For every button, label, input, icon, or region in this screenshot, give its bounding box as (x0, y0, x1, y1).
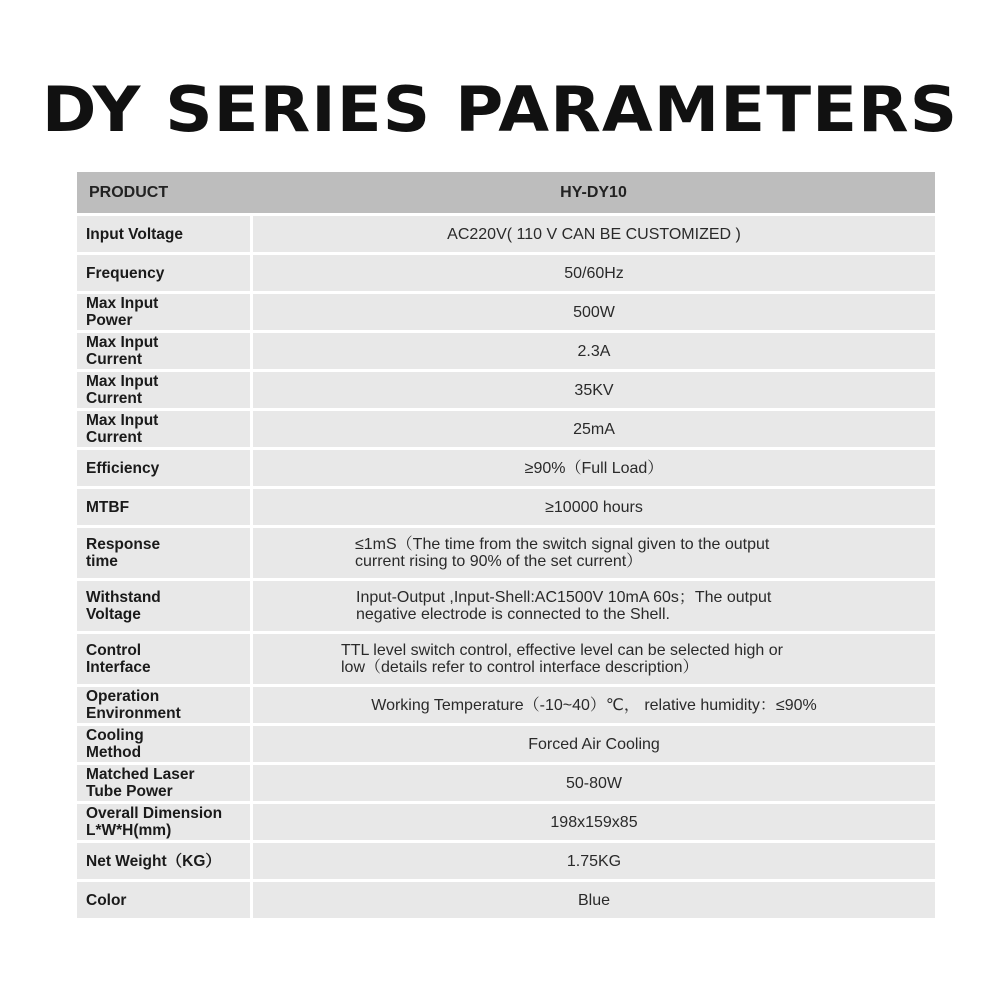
table-row (77, 411, 935, 447)
row-label: Input Voltage (77, 216, 250, 252)
table-row (77, 726, 935, 762)
table-row (77, 450, 935, 486)
row-label: Withstand Voltage (77, 581, 250, 631)
row-value: ≤1mS（The time from the switch signal given to the output current rising to 90% of the set current） (253, 528, 935, 578)
row-value: 500W (253, 294, 935, 330)
header-value: HY-DY10 (560, 183, 627, 201)
row-value: TTL level switch control, effective level can be selected high or low（details refer to control interface description） (253, 634, 935, 684)
row-value: 50-80W (253, 765, 935, 801)
row-value: 2.3A (253, 333, 935, 369)
row-value: 50/60Hz (253, 255, 935, 291)
row-value: Blue (253, 882, 935, 918)
table-header (77, 172, 935, 213)
table-row (77, 687, 935, 723)
table-row (77, 581, 935, 631)
row-label: Matched Laser Tube Power (77, 765, 250, 801)
table-row (77, 216, 935, 252)
table-row (77, 489, 935, 525)
row-label: Efficiency (77, 450, 250, 486)
table-row (77, 804, 935, 840)
row-value: 25mA (253, 411, 935, 447)
row-value: 35KV (253, 372, 935, 408)
row-label: Max Input Current (77, 333, 250, 369)
table-row (77, 333, 935, 369)
row-value: Working Temperature（-10~40）℃， relative humidity：≤90% (253, 687, 935, 723)
row-label: Operation Environment (77, 687, 250, 723)
row-value: Input-Output ,Input-Shell:AC1500V 10mA 60s；The output negative electrode is connected to the Shell. (253, 581, 935, 631)
row-label: Max Input Current (77, 372, 250, 408)
table-row (77, 372, 935, 408)
row-value: ≥90%（Full Load） (253, 450, 935, 486)
row-label: Net Weight（KG） (77, 843, 250, 879)
header-label: PRODUCT (89, 183, 169, 201)
row-label: Response time (77, 528, 250, 578)
row-label: MTBF (77, 489, 250, 525)
row-value: 198x159x85 (253, 804, 935, 840)
table-row (77, 765, 935, 801)
row-label: Cooling Method (77, 726, 250, 762)
row-label: Max Input Current (77, 411, 250, 447)
row-value: AC220V( 110 V CAN BE CUSTOMIZED ) (253, 216, 935, 252)
row-value: 1.75KG (253, 843, 935, 879)
row-value: ≥10000 hours (253, 489, 935, 525)
table-row (77, 528, 935, 578)
row-label: Overall Dimension L*W*H(mm) (77, 804, 250, 840)
table-row (77, 634, 935, 684)
parameters-table (77, 172, 935, 921)
row-label: Max Input Power (77, 294, 250, 330)
row-label: Frequency (77, 255, 250, 291)
table-row (77, 255, 935, 291)
page-title: DY SERIES PARAMETERS (41, 73, 959, 146)
row-value: Forced Air Cooling (253, 726, 935, 762)
row-label: Control Interface (77, 634, 250, 684)
row-label: Color (77, 882, 250, 918)
table-row (77, 294, 935, 330)
table-body (77, 216, 935, 918)
table-row (77, 882, 935, 918)
table-row (77, 843, 935, 879)
